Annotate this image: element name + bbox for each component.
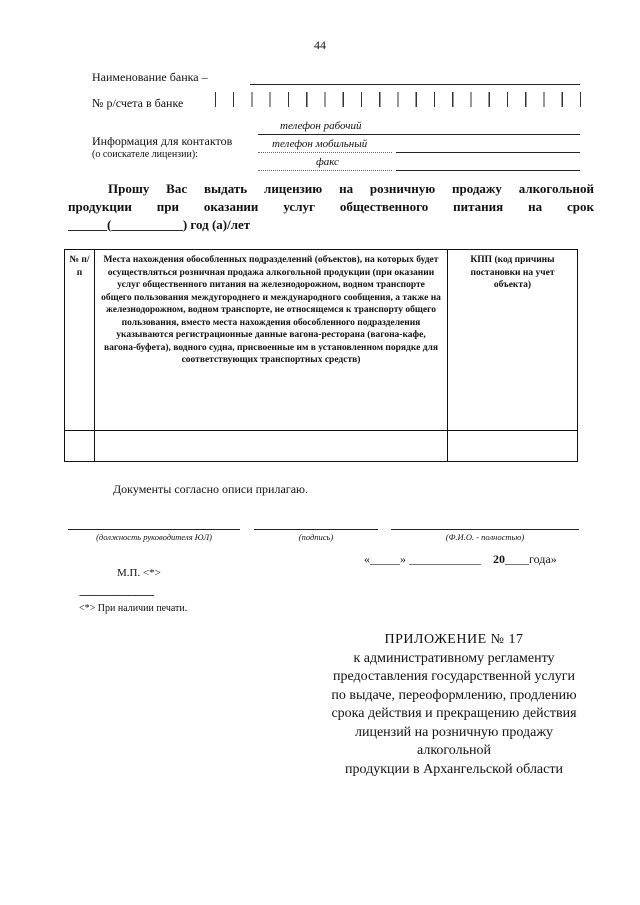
locations-table [64,249,578,462]
account-label: № р/счета в банке [92,96,184,110]
signature-field[interactable] [254,529,378,530]
appendix-line: предоставления государственной услуги [333,669,575,684]
phone-mobile-dots [258,152,392,153]
bank-name-field[interactable] [250,84,580,85]
date-year-suffix: ____года» [505,552,557,566]
footnote-text: <*> При наличии печати. [79,603,188,614]
fax-field[interactable] [396,170,580,171]
full-name-field[interactable] [391,529,579,530]
row-location-cell[interactable] [95,431,448,462]
appendix-title: ПРИЛОЖЕНИЕ № 17 [384,632,524,647]
row-number-cell[interactable] [65,431,95,462]
header-kpp: КПП (код причины постановки на учет объекта) [448,250,578,431]
fax-dots [258,170,392,171]
license-request-paragraph [68,180,594,234]
phone-work-field[interactable] [258,134,580,135]
request-line-2: продукции при оказании услуг общественного питания на срок [68,199,594,214]
appendix-block [300,631,608,779]
phone-mobile-field[interactable] [396,152,580,153]
appendix-line: к административному регламенту [353,650,555,666]
header-locations: Места нахождения обособленных подразделений (объектов), на которых будет осуществляться розничная продажа алкогольной продукции (при оказании услуг общественного питания на железнодорожном, водном транспорте общего пользования междугороднего и международного сообщения, а также на железнодорожном, водном транспорте, не относящемся к транспорту общего пользования, вместо места нахождения обособленного подразделения указываются регистрационные данные вагона-ресторана (вагона-кафе, вагона-буфета), водного судна, присвоенные им в установленном порядке для соответствующих транспортных средств) [95,250,448,431]
position-field[interactable] [68,529,240,530]
header-number: № п/п [65,250,95,431]
date-year-prefix: 20 [493,552,505,566]
appendix-line: по выдаче, переоформлению, продлению [331,687,577,703]
signature-caption: (подпись) [298,532,334,542]
footnote-divider: -------------------------------- [79,590,154,601]
table-row [65,431,578,462]
stamp-label: М.П. <*> [117,567,161,579]
appendix-line: продукции в Архангельской области [345,761,563,777]
table-header-row [65,250,578,431]
appendix-line: алкогольной [417,743,491,758]
phone-work-label: телефон рабочий [280,120,362,132]
account-number-cells[interactable] [215,92,581,107]
documents-attached-text: Документы согласно описи прилагаю. [113,482,308,496]
contacts-label: Информация для контактов [92,134,233,148]
appendix-line: лицензий на розничную продажу [354,724,553,740]
request-line-3: ______(___________) год (а)/лет [68,217,251,232]
phone-mobile-label: телефон мобильный [272,138,368,150]
appendix-line: срока действия и прекращению действия [331,706,577,721]
page-number: 44 [314,38,326,52]
full-name-caption: (Ф.И.О. - полностью) [445,532,525,542]
position-caption: (должность руководителя ЮЛ) [96,532,212,542]
fax-label: факс [316,156,339,168]
contacts-sublabel: (о соискателе лицензии): [92,149,198,160]
date-field[interactable] [364,552,557,567]
bank-name-label: Наименование банка – [92,70,208,84]
request-line-1: Прошу Вас выдать лицензию на розничную продажу алкогольной [108,181,594,196]
date-day-month: «_____» ____________ [364,552,481,566]
row-kpp-cell[interactable] [448,431,578,462]
